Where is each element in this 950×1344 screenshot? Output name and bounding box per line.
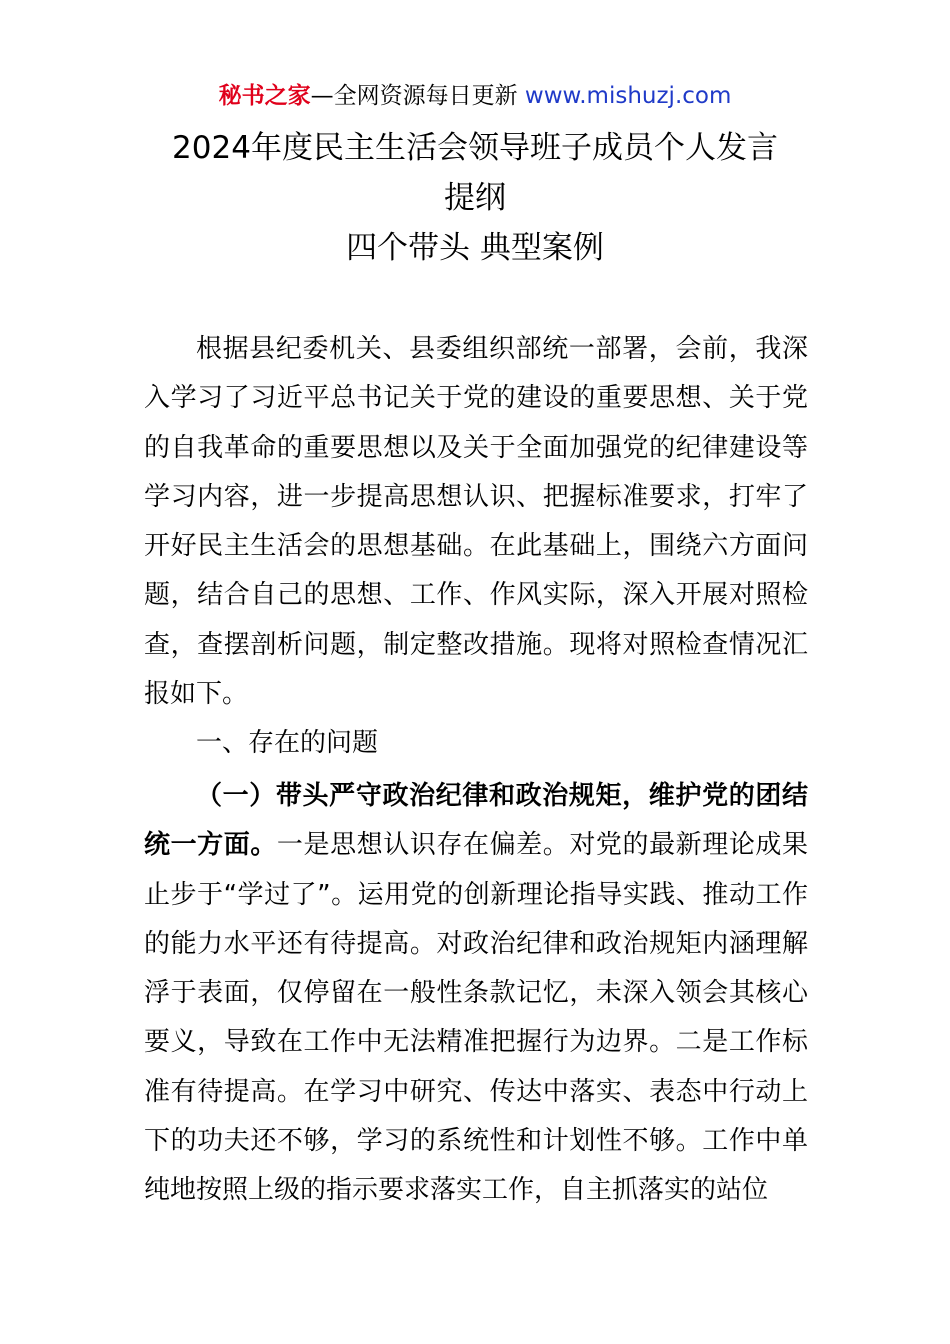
- document-subtitle: 四个带头 典型案例: [346, 230, 604, 266]
- subsection-1-heading: （一）带头严守政治纪律和政治规矩，维护党的团结统一方面。: [144, 781, 808, 861]
- site-url-link[interactable]: www.mishuzj.com: [524, 83, 732, 109]
- site-brand: 秘书之家: [218, 83, 311, 109]
- subsection-1-paragraph: [144, 772, 808, 1216]
- intro-paragraph: 根据县纪委机关、县委组织部统一部署，会前，我深入学习了习近平总书记关于党的建设的重要思想、关于党的自我革命的重要思想以及关于全面加强党的纪律建设等学习内容，进一步提高思想认识、把握标准要求，打牢了开好民主生活会的思想基础。在此基础上，围绕六方面问题，结合自己的思想、工作、作风实际，深入开展对照检查，查摆剖析问题，制定整改措施。现将对照检查情况汇报如下。: [144, 334, 808, 710]
- site-header: [0, 80, 950, 112]
- document-title-line-2: 提纲: [444, 180, 506, 216]
- document-title-line-1: 2024年度民主生活会领导班子成员个人发言: [172, 130, 778, 166]
- site-slogan: —全网资源每日更新: [310, 83, 518, 109]
- subsection-1-text: 一是思想认识存在偏差。对党的最新理论成果止步于“学过了”。运用党的创新理论指导实践、推动工作的能力水平还有待提高。对政治纪律和政治规矩内涵理解浮于表面，仅停留在一般性条款记忆，未深入领会其核心要义，导致在工作中无法精准把握行为边界。二是工作标准有待提高。在学习中研究、传达中落实、表态中行动上下的功夫还不够，学习的系统性和计划性不够。工作中单纯地按照上级的指示要求落实工作，自主抓落实的站位: [144, 830, 808, 1206]
- section-heading-problems: 一、存在的问题: [196, 728, 379, 758]
